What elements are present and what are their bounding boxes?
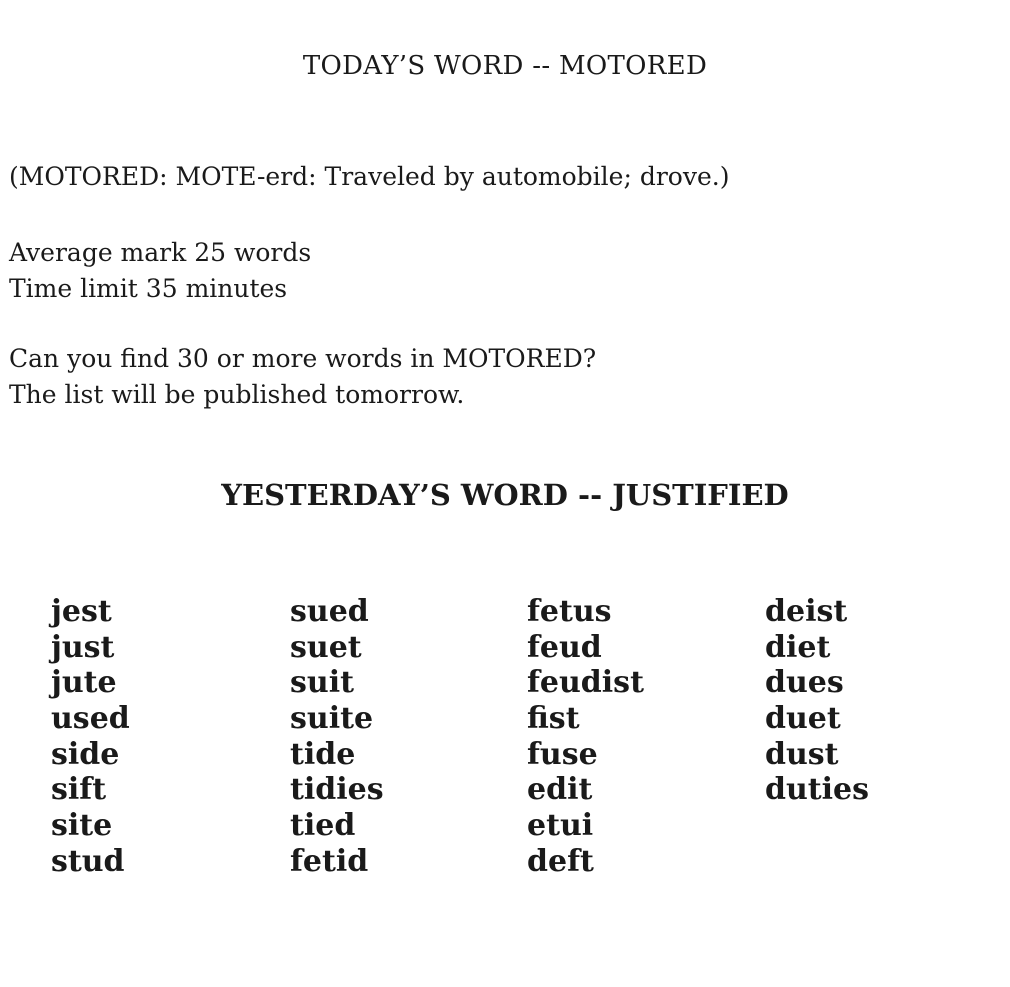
word-item: suite bbox=[290, 701, 374, 737]
word-item: dust bbox=[765, 736, 839, 772]
word-item: etui bbox=[527, 808, 594, 844]
word-item: edit bbox=[527, 772, 593, 808]
word-item: dues bbox=[765, 665, 844, 701]
word-item: side bbox=[51, 736, 120, 772]
word-item: stud bbox=[51, 843, 125, 879]
word-item: tied bbox=[290, 808, 356, 844]
word-column-1 bbox=[51, 594, 130, 880]
word-column-4 bbox=[765, 594, 869, 808]
word-item: sued bbox=[290, 594, 369, 629]
word-item: sift bbox=[51, 772, 107, 808]
word-item: feudist bbox=[527, 665, 644, 701]
word-item: fuse bbox=[527, 736, 598, 772]
word-column-2 bbox=[290, 594, 384, 880]
word-list bbox=[0, 594, 1010, 894]
word-item: duties bbox=[765, 772, 870, 808]
word-item: fetus bbox=[527, 594, 612, 629]
word-item: suet bbox=[290, 629, 362, 665]
word-item: tidies bbox=[290, 772, 384, 808]
word-item: used bbox=[51, 701, 130, 737]
puzzle-stats bbox=[9, 235, 311, 307]
word-item: deist bbox=[765, 594, 848, 629]
word-item: feud bbox=[527, 629, 602, 665]
word-item: just bbox=[51, 629, 115, 665]
word-item: jute bbox=[51, 665, 117, 701]
word-column-3 bbox=[527, 594, 644, 880]
publish-note: The list will be published tomorrow. bbox=[9, 380, 465, 409]
word-item: diet bbox=[765, 629, 831, 665]
challenge-text bbox=[9, 341, 596, 413]
word-item: tide bbox=[290, 736, 356, 772]
average-mark: Average mark 25 words bbox=[9, 238, 312, 267]
todays-word-title: TODAY’S WORD -- MOTORED bbox=[302, 51, 708, 81]
word-item: fetid bbox=[290, 843, 369, 879]
word-item: duet bbox=[765, 701, 841, 737]
word-item: jest bbox=[51, 594, 112, 629]
word-item: suit bbox=[290, 665, 354, 701]
time-limit: Time limit 35 minutes bbox=[9, 274, 288, 303]
word-item: fist bbox=[527, 701, 580, 737]
word-definition: (MOTORED: MOTE-erd: Traveled by automobile; drove.) bbox=[9, 162, 730, 191]
yesterdays-word-title: YESTERDAY’S WORD -- JUSTIFIED bbox=[221, 478, 789, 512]
word-item: site bbox=[51, 808, 113, 844]
word-item: deft bbox=[527, 843, 594, 879]
challenge-question: Can you find 30 or more words in MOTORED? bbox=[9, 344, 597, 373]
